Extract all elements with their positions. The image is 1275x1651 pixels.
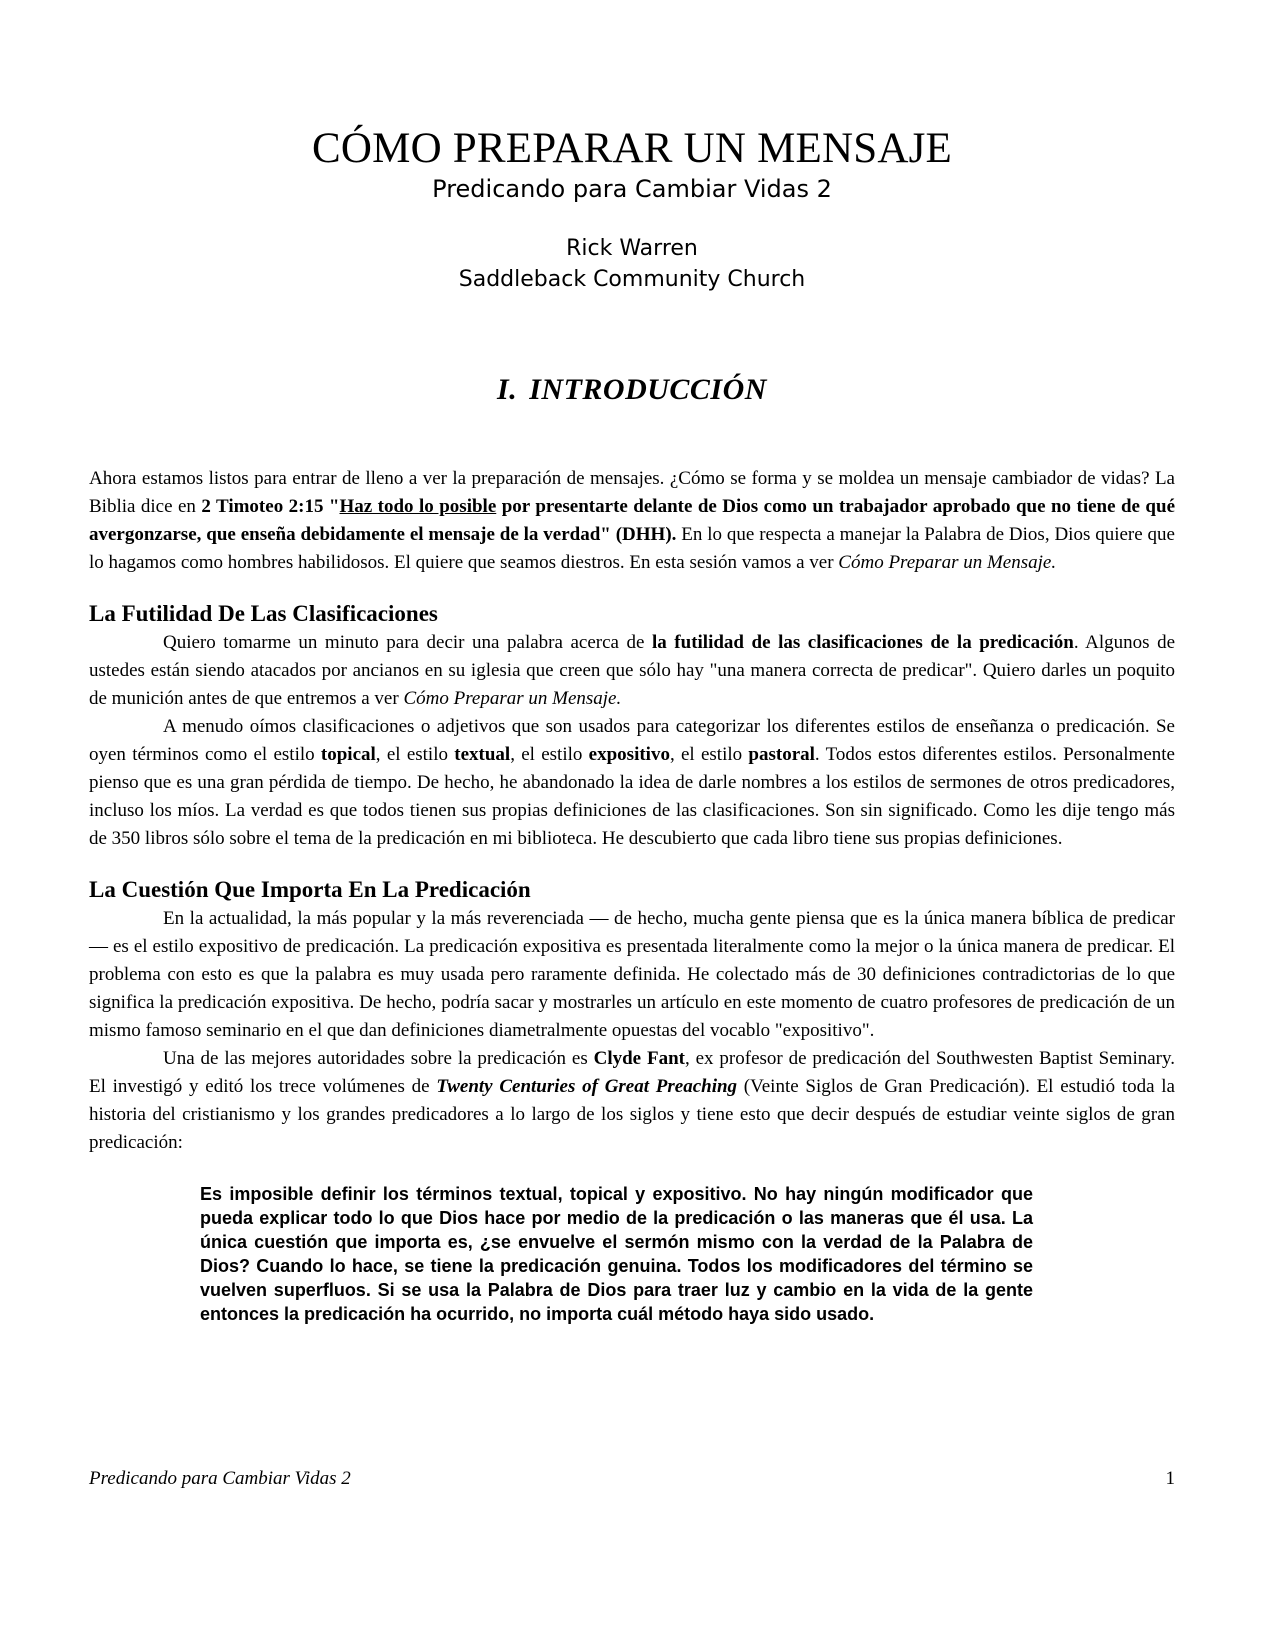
page-number: 1 xyxy=(1165,1468,1175,1489)
section-number: I. xyxy=(497,373,518,407)
question-section xyxy=(89,905,1175,1157)
intro-text-1: Ahora estamos listos para entrar de lleno a ver la preparación de mensajes. ¿Cómo se forma y se moldea un mensaje cambiador de vidas? La Biblia dice en xyxy=(89,468,1175,518)
intro-paragraph xyxy=(89,465,1175,577)
bold-term: pastoral xyxy=(748,744,815,766)
bold-phrase: la futilidad de las clasificaciones de la predicación xyxy=(651,632,1074,654)
question-paragraph-1: En la actualidad, la más popular y la más reverenciada — de hecho, mucha gente piensa que es la única manera bíblica de predicar — es el estilo expositivo de predicación. La predicación expositiva es presentada literalmente como la mejor o la única manera de predicar. El problema con esto es que la palabra es muy usada pero raramente definida. He colectado más de 30 definiciones contradictorias de lo que significa la predicación expositiva. De hecho, podría sacar y mostrarles un artículo en este momento de cuatro profesores de predicación de un mismo famoso seminario en el que dan definiciones diametralmente opuestas del vocablo "expositivo". xyxy=(89,908,1175,1042)
section-title: INTRODUCCIÓN xyxy=(529,373,767,407)
bold-term: textual xyxy=(454,744,511,766)
bold-term: topical xyxy=(320,744,376,766)
church-name: Saddleback Community Church xyxy=(458,267,806,293)
text-span: . Algunos de ustedes están siendo atacados por ancianos en su iglesia que creen que sólo hay "una manera correcta de predicar". Quiero darles un poquito de munición antes de que entremos a ver xyxy=(89,632,1176,710)
text-span: , el estilo xyxy=(375,744,455,766)
author-block xyxy=(89,233,1175,295)
futility-section xyxy=(89,629,1175,853)
footer-title: Predicando para Cambiar Vidas 2 xyxy=(89,1468,351,1489)
document-subtitle: Predicando para Cambiar Vidas 2 xyxy=(432,175,832,204)
section-heading xyxy=(89,373,1175,407)
bold-name: Clyde Fant xyxy=(593,1048,685,1070)
text-span: Una de las mejores autoridades sobre la predicación es xyxy=(163,1048,594,1070)
text-span: . Todos estos diferentes estilos. Personalmente pienso que es una gran pérdida de tiempo. De hecho, he abandonado la idea de darle nombres a los estilos de sermones de otros predicadores, incluso los míos. La verdad es que todos tienen sus propias definiciones de las clasificaciones. Son sin significado. Como les dije tengo más de 350 libros sólo sobre el tema de la predicación en mi biblioteca. He descubierto que cada libro tiene sus propias definiciones. xyxy=(89,744,1175,850)
scripture-reference: 2 Timoteo 2:15 xyxy=(201,496,324,518)
intro-text-2: En lo que respecta a manejar la Palabra de Dios, Dios quiere que lo hagamos como hombres habilidosos. El quiere que seamos diestros. En esta sesión vamos a ver xyxy=(89,524,1175,574)
quote-open: " xyxy=(323,496,340,518)
page-footer xyxy=(89,1468,1175,1490)
document-page xyxy=(89,110,1175,1326)
heading-question: La Cuestión Que Importa En La Predicación xyxy=(89,877,531,903)
book-title: Twenty Centuries of Great Preaching xyxy=(436,1076,738,1098)
text-span: , ex profesor de predicación del Southwesten Baptist Seminary. El investigó y editó los trece volúmenes de xyxy=(89,1048,1176,1098)
question-paragraph-2 xyxy=(89,1045,1175,1157)
futility-paragraph-1 xyxy=(89,629,1175,713)
author-name: Rick Warren xyxy=(566,236,698,262)
scripture-quote: por presentarte delante de Dios como un trabajador aprobado que no tiene de qué avergonzarse, que enseña debidamente el mensaje de la verdad" (DHH). xyxy=(89,496,1175,546)
text-span: Quiero tomarme un minuto para decir una palabra acerca de xyxy=(163,632,652,654)
bold-term: expositivo xyxy=(588,744,670,766)
heading-futility: La Futilidad De Las Clasificaciones xyxy=(89,601,438,627)
italic-phrase: Cómo Preparar un Mensaje. xyxy=(403,688,622,710)
block-quote: Es imposible definir los términos textual, topical y expositivo. No hay ningún modificador que pueda explicar todo lo que Dios hace por medio de la predicación o las maneras que él usa. La única cuestión que importa es, ¿se envuelve el sermón mismo con la verdad de la Palabra de Dios? Cuando lo hace, se tiene la predicación genuina. Todos los modificadores del término se vuelven superfluos. Si se usa la Palabra de Dios para traer luz y cambio en la vida de la gente entonces la predicación ha ocurrido, no importa cuál método haya sido usado. xyxy=(200,1184,1033,1325)
text-span: , el estilo xyxy=(669,744,749,766)
document-title: CÓMO PREPARAR UN MENSAJE xyxy=(312,125,952,172)
intro-italic: Cómo Preparar un Mensaje. xyxy=(838,552,1057,574)
futility-paragraph-2 xyxy=(89,713,1175,853)
underlined-phrase: Haz todo lo posible xyxy=(339,496,497,518)
text-span: (Veinte Siglos de Gran Predicación). El estudió toda la historia del cristianismo y los grandes predicadores a lo largo de los siglos y tiene esto que decir después de estudiar veinte siglos de gran predicación: xyxy=(89,1076,1175,1154)
text-span: A menudo oímos clasificaciones o adjetivos que son usados para categorizar los diferentes estilos de enseñanza o predicación. Se oyen términos como el estilo xyxy=(89,716,1175,766)
text-span: , el estilo xyxy=(510,744,589,766)
